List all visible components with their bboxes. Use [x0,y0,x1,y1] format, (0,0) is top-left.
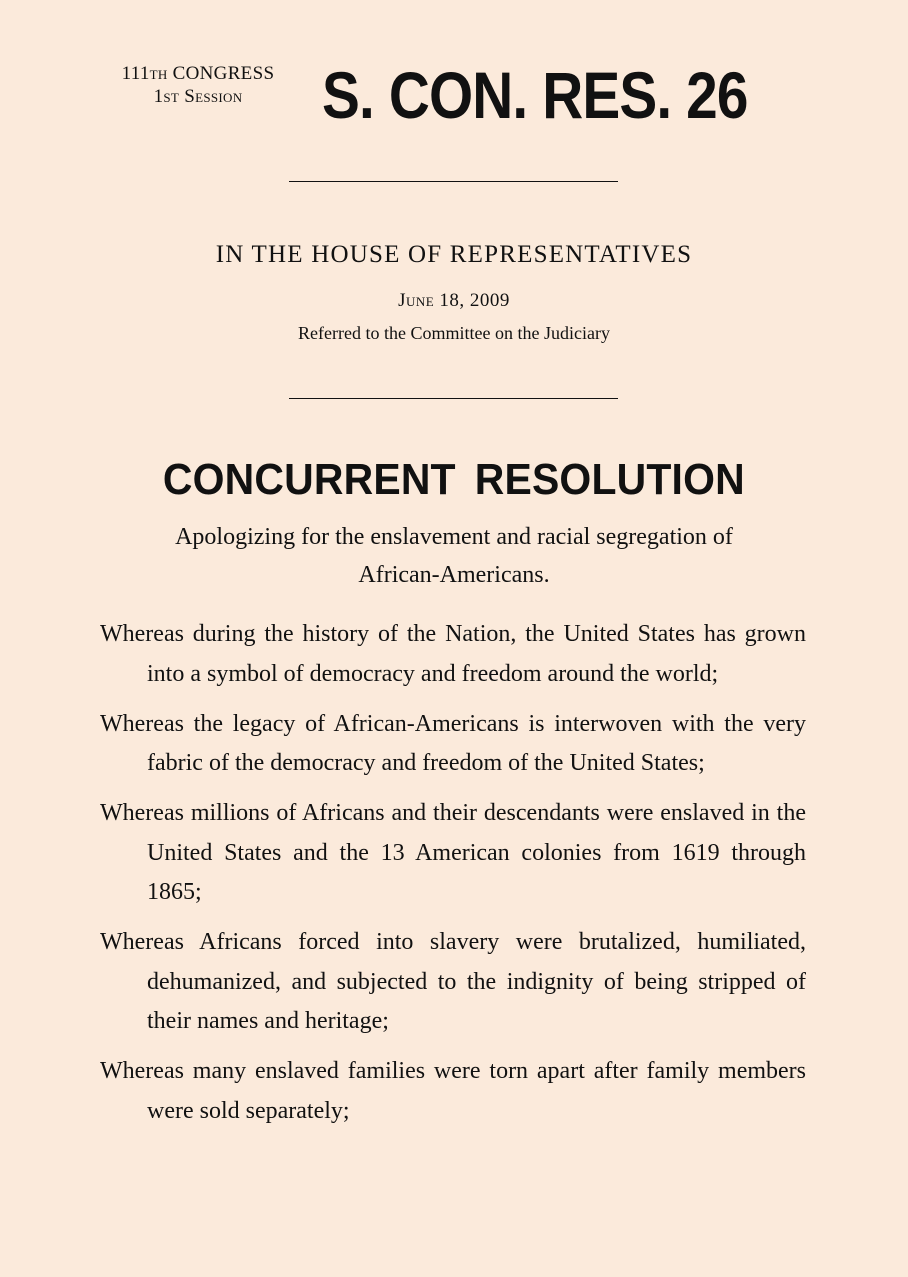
bill-number: S. CON. RES. 26 [322,58,748,132]
congress-session-block [96,62,300,108]
referral-date: June 18, 2009 [398,290,510,311]
session-number: 1 [153,86,164,107]
congress-label: CONGRESS [172,63,275,84]
purpose-line-2: African-Americans. [358,562,550,588]
whereas-clause: Whereas many enslaved families were torn apart after family members were sold separately; [100,1058,806,1124]
purpose-line-1: Apologizing for the enslavement and racial segregation of [175,524,733,550]
committee-referral: Referred to the Committee on the Judiciary [298,323,610,343]
resolution-purpose [110,518,798,594]
chamber-title: IN THE HOUSE OF REPRESENTATIVES [215,241,693,268]
congress-suffix: th [149,63,168,84]
congress-number: 111 [121,63,150,84]
top-divider [289,181,618,182]
session-suffix: st [163,86,180,107]
whereas-clause: Whereas during the history of the Nation, the United States has grown into a symbol of democracy and freedom around the world; [100,621,806,687]
resolution-title-text: CONCURRENT RESOLUTION [163,455,745,504]
resolution-title [0,452,908,508]
session-label: Session [184,86,243,107]
session-line [96,85,300,108]
bottom-divider [289,398,618,399]
whereas-clause: Whereas the legacy of African-Americans is interwoven with the very fabric of the democracy and freedom of the United States; [100,710,806,776]
whereas-clause: Whereas Africans forced into slavery were brutalized, humiliated, dehumanized, and subjected to the indignity of being stripped of their names and heritage; [100,929,806,1034]
whereas-clauses [100,615,806,1142]
whereas-clause: Whereas millions of Africans and their descendants were enslaved in the United States and the 13 American colonies from 1619 through 1865; [100,800,806,905]
congress-line [96,62,300,85]
